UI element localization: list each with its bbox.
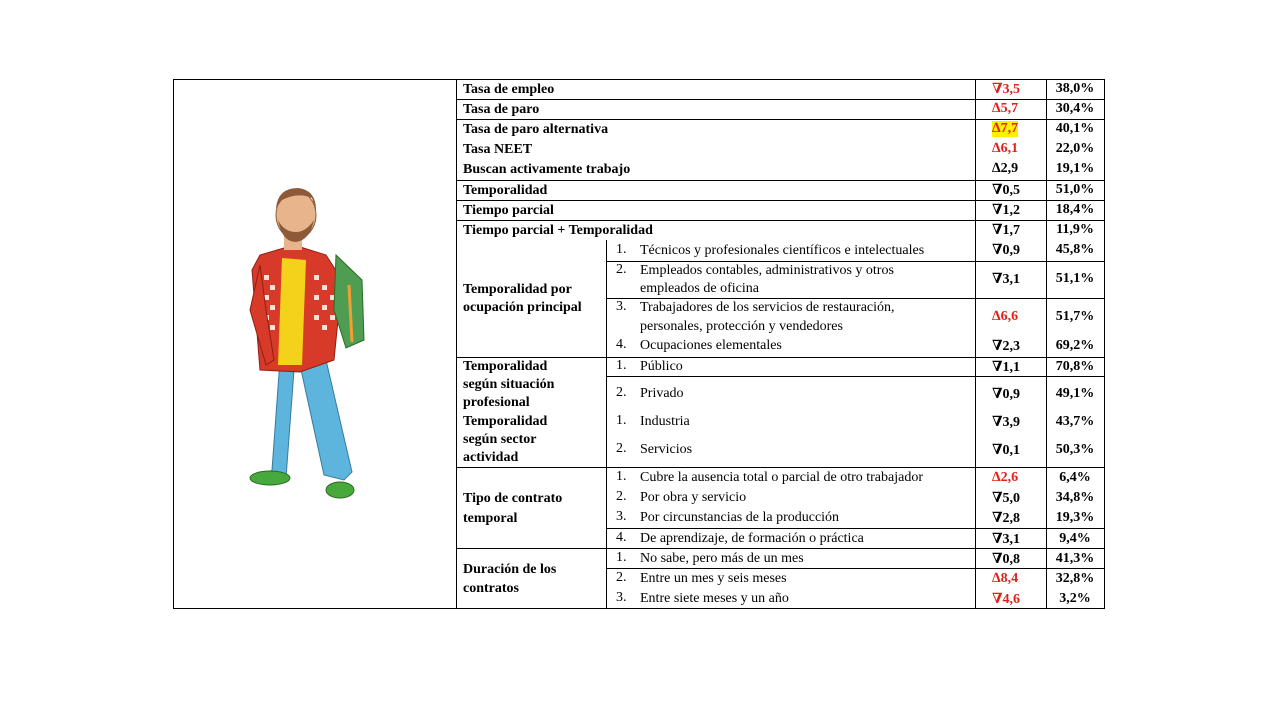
section-label: Temporalidad <box>463 359 548 374</box>
item-pct: 41,3% <box>1055 551 1095 566</box>
item-delta: ∆2,6 <box>992 470 1019 485</box>
item-pct: 9,4% <box>1059 531 1091 546</box>
item-delta: ∆6,6 <box>992 309 1019 324</box>
item-number: 1. <box>616 469 627 484</box>
item-delta: ∇2,3 <box>992 339 1021 354</box>
row-pct: 19,1% <box>1055 161 1095 176</box>
item-number: 2. <box>616 489 627 504</box>
section-label: según sector <box>463 432 537 447</box>
row-delta-highlighted: ∆7,7 <box>992 121 1019 136</box>
item-text: Empleados contables, administrativos y otros <box>640 263 894 278</box>
section-label: Temporalidad <box>463 414 548 429</box>
item-pct: 6,4% <box>1059 470 1091 485</box>
item-text: Industria <box>640 414 690 429</box>
section-label: Tipo de contrato <box>463 491 563 506</box>
item-number: 3. <box>616 509 627 524</box>
row-delta: ∇3,5 <box>992 82 1021 97</box>
section-label: profesional <box>463 395 530 410</box>
item-delta: ∇4,6 <box>992 592 1021 607</box>
row-label: Tasa de paro <box>463 102 540 117</box>
item-delta: ∇3,1 <box>992 272 1021 287</box>
item-number: 4. <box>616 337 627 352</box>
item-number: 2. <box>616 262 627 277</box>
row-delta: ∇0,5 <box>992 183 1021 198</box>
item-pct: 45,8% <box>1055 242 1095 257</box>
item-delta: ∇0,9 <box>992 243 1021 258</box>
section-label: Duración de los <box>463 562 557 577</box>
row-label: Tasa de paro alternativa <box>463 122 609 137</box>
item-text: Trabajadores de los servicios de restauración, <box>640 300 895 315</box>
row-delta: ∆5,7 <box>992 101 1019 116</box>
row-delta: ∆6,1 <box>992 141 1019 156</box>
item-number: 2. <box>616 385 627 400</box>
item-text: Entre un mes y seis meses <box>640 571 787 586</box>
section-label: actividad <box>463 450 519 465</box>
item-delta: ∇0,1 <box>992 443 1021 458</box>
item-pct: 50,3% <box>1055 442 1095 457</box>
item-delta: ∇0,8 <box>992 552 1021 567</box>
section-label: Temporalidad por <box>463 282 572 297</box>
item-pct: 34,8% <box>1055 490 1095 505</box>
data-table-frame <box>173 79 1105 609</box>
item-pct: 19,3% <box>1055 510 1095 525</box>
row-label: Buscan activamente trabajo <box>463 162 631 177</box>
row-label: Temporalidad <box>463 183 548 198</box>
item-text-cont: personales, protección y vendedores <box>640 319 843 334</box>
item-delta: ∇2,8 <box>992 511 1021 526</box>
row-pct: 22,0% <box>1055 141 1095 156</box>
section-label: ocupación principal <box>463 300 582 315</box>
item-text: Ocupaciones elementales <box>640 338 782 353</box>
row-label: Tiempo parcial <box>463 203 554 218</box>
item-number: 1. <box>616 242 627 257</box>
item-number: 1. <box>616 413 627 428</box>
section-label: según situación <box>463 377 555 392</box>
item-pct: 51,7% <box>1055 309 1095 324</box>
item-text: Entre siete meses y un año <box>640 591 789 606</box>
row-delta: ∇1,2 <box>992 203 1021 218</box>
item-text: Por obra y servicio <box>640 490 747 505</box>
section-label: temporal <box>463 511 518 526</box>
stats-table <box>456 80 1104 608</box>
item-pct: 43,7% <box>1055 414 1095 429</box>
item-text: Servicios <box>640 442 693 457</box>
person-illustration <box>174 80 456 608</box>
item-pct: 3,2% <box>1059 591 1091 606</box>
item-delta: ∇1,1 <box>992 360 1021 375</box>
row-pct: 30,4% <box>1055 101 1095 116</box>
item-text: Privado <box>640 386 684 401</box>
item-number: 1. <box>616 358 627 373</box>
item-pct: 69,2% <box>1055 338 1095 353</box>
row-pct: 51,0% <box>1055 182 1095 197</box>
item-text: Técnicos y profesionales científicos e intelectuales <box>640 243 925 258</box>
item-text: De aprendizaje, de formación o práctica <box>640 531 864 546</box>
item-pct: 51,1% <box>1055 271 1095 286</box>
item-text: Público <box>640 359 683 374</box>
item-delta: ∇3,9 <box>992 415 1021 430</box>
item-number: 1. <box>616 550 627 565</box>
item-text: No sabe, pero más de un mes <box>640 551 804 566</box>
row-label: Tiempo parcial + Temporalidad <box>463 223 653 238</box>
item-delta: ∇5,0 <box>992 491 1021 506</box>
item-number: 3. <box>616 299 627 314</box>
item-number: 4. <box>616 530 627 545</box>
item-number: 2. <box>616 570 627 585</box>
item-pct: 32,8% <box>1055 571 1095 586</box>
illustration-panel <box>174 80 457 608</box>
section-label: contratos <box>463 581 519 596</box>
item-text: Por circunstancias de la producción <box>640 510 840 525</box>
item-number: 2. <box>616 441 627 456</box>
row-label: Tasa NEET <box>463 142 533 157</box>
row-label: Tasa de empleo <box>463 82 555 97</box>
row-pct: 38,0% <box>1055 81 1095 96</box>
item-text: Cubre la ausencia total o parcial de otro trabajador <box>640 470 923 485</box>
item-text-cont: empleados de oficina <box>640 281 759 296</box>
item-pct: 70,8% <box>1055 359 1095 374</box>
item-number: 3. <box>616 590 627 605</box>
row-pct: 40,1% <box>1055 121 1095 136</box>
row-pct: 18,4% <box>1055 202 1095 217</box>
row-delta: ∆2,9 <box>992 161 1019 176</box>
item-pct: 49,1% <box>1055 386 1095 401</box>
item-delta: ∇0,9 <box>992 387 1021 402</box>
item-delta: ∆8,4 <box>992 571 1019 586</box>
row-delta: ∇1,7 <box>992 223 1021 238</box>
item-delta: ∇3,1 <box>992 532 1021 547</box>
row-pct: 11,9% <box>1056 222 1094 237</box>
